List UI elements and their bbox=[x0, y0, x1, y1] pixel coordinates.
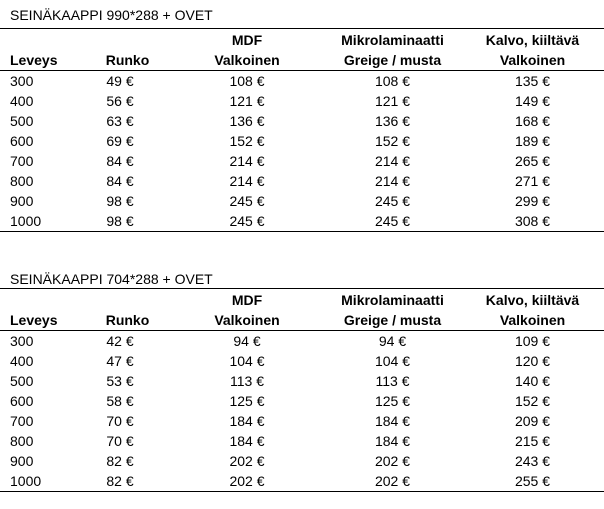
cell-mikrolaminaatti: 125 € bbox=[374, 393, 411, 409]
cell-leveys: 500 bbox=[10, 373, 34, 389]
table-row bbox=[0, 111, 604, 131]
table-row bbox=[0, 391, 604, 411]
cell-kalvo: 149 € bbox=[514, 93, 551, 109]
cell-mikrolaminaatti: 184 € bbox=[374, 413, 411, 429]
table-row bbox=[0, 351, 604, 371]
cell-mikrolaminaatti: 108 € bbox=[374, 73, 411, 89]
table-row bbox=[0, 191, 604, 211]
cell-runko: 84 € bbox=[106, 173, 134, 189]
cell-kalvo: 255 € bbox=[514, 473, 551, 489]
cell-leveys: 900 bbox=[10, 453, 34, 469]
cell-kalvo: 299 € bbox=[514, 193, 551, 209]
cell-leveys: 700 bbox=[10, 153, 34, 169]
cell-leveys: 700 bbox=[10, 413, 34, 429]
header-top-rule bbox=[0, 288, 604, 289]
cell-runko: 70 € bbox=[106, 413, 134, 429]
table-row bbox=[0, 331, 604, 351]
cell-mdf: 214 € bbox=[229, 153, 265, 169]
cell-leveys: 500 bbox=[10, 113, 34, 129]
cell-mdf: 94 € bbox=[233, 333, 261, 349]
header-runko: Runko bbox=[105, 312, 150, 328]
cell-mikrolaminaatti: 121 € bbox=[374, 93, 411, 109]
cell-mdf: 245 € bbox=[229, 213, 265, 229]
cell-leveys: 1000 bbox=[10, 213, 42, 229]
cell-kalvo: 152 € bbox=[514, 393, 551, 409]
cell-mdf: 125 € bbox=[229, 393, 265, 409]
table-row bbox=[0, 451, 604, 471]
cell-runko: 47 € bbox=[106, 353, 134, 369]
cell-mdf: 214 € bbox=[229, 173, 265, 189]
table-row bbox=[0, 171, 604, 191]
price-table-990 bbox=[0, 7, 604, 232]
cell-kalvo: 109 € bbox=[514, 333, 551, 349]
table-row bbox=[0, 431, 604, 451]
table-row bbox=[0, 411, 604, 431]
header-mikro-top: Mikrolaminaatti bbox=[341, 292, 444, 308]
table-row bbox=[0, 371, 604, 391]
table-bottom-rule bbox=[0, 231, 604, 232]
cell-kalvo: 120 € bbox=[514, 353, 551, 369]
cell-leveys: 600 bbox=[10, 133, 34, 149]
table-title: SEINÄKAAPPI 990*288 + OVET bbox=[10, 7, 213, 23]
cell-runko: 98 € bbox=[106, 193, 134, 209]
header-mdf-bottom: Valkoinen bbox=[214, 52, 280, 68]
header-mdf-bottom: Valkoinen bbox=[214, 312, 280, 328]
cell-mikrolaminaatti: 214 € bbox=[374, 153, 411, 169]
cell-leveys: 800 bbox=[10, 173, 34, 189]
cell-mdf: 121 € bbox=[229, 93, 265, 109]
cell-leveys: 600 bbox=[10, 393, 34, 409]
cell-runko: 98 € bbox=[106, 213, 134, 229]
table-bottom-rule bbox=[0, 491, 604, 492]
cell-kalvo: 135 € bbox=[514, 73, 551, 89]
cell-runko: 49 € bbox=[106, 73, 134, 89]
cell-runko: 69 € bbox=[106, 133, 134, 149]
table-body bbox=[0, 331, 604, 491]
cell-runko: 53 € bbox=[106, 373, 134, 389]
cell-kalvo: 209 € bbox=[514, 413, 551, 429]
header-mdf-top: MDF bbox=[231, 292, 263, 308]
cell-leveys: 900 bbox=[10, 193, 34, 209]
cell-mdf: 152 € bbox=[229, 133, 265, 149]
table-row bbox=[0, 71, 604, 91]
table-row bbox=[0, 471, 604, 491]
header-kalvo-top: Kalvo, kiiltävä bbox=[485, 292, 580, 308]
cell-runko: 58 € bbox=[106, 393, 134, 409]
cell-kalvo: 271 € bbox=[514, 173, 551, 189]
header-kalvo-bottom: Valkoinen bbox=[499, 52, 566, 68]
header-runko: Runko bbox=[105, 52, 150, 68]
cell-mdf: 104 € bbox=[229, 353, 265, 369]
cell-kalvo: 243 € bbox=[514, 453, 551, 469]
cell-mdf: 108 € bbox=[229, 73, 265, 89]
cell-kalvo: 189 € bbox=[514, 133, 551, 149]
cell-leveys: 1000 bbox=[10, 473, 42, 489]
header-mikro-bottom: Greige / musta bbox=[343, 312, 442, 328]
cell-mikrolaminaatti: 136 € bbox=[374, 113, 411, 129]
table-row bbox=[0, 211, 604, 231]
header-mdf-top: MDF bbox=[231, 32, 263, 48]
table-header bbox=[0, 30, 604, 70]
cell-runko: 84 € bbox=[106, 153, 134, 169]
cell-mdf: 184 € bbox=[229, 413, 265, 429]
cell-leveys: 400 bbox=[10, 353, 34, 369]
cell-mdf: 184 € bbox=[229, 433, 265, 449]
cell-mikrolaminaatti: 202 € bbox=[374, 473, 411, 489]
table-title: SEINÄKAAPPI 704*288 + OVET bbox=[10, 271, 213, 287]
cell-mikrolaminaatti: 104 € bbox=[374, 353, 411, 369]
cell-runko: 63 € bbox=[106, 113, 134, 129]
cell-leveys: 800 bbox=[10, 433, 34, 449]
cell-mikrolaminaatti: 245 € bbox=[374, 193, 411, 209]
cell-mikrolaminaatti: 94 € bbox=[378, 333, 407, 349]
header-leveys: Leveys bbox=[10, 312, 58, 328]
header-kalvo-bottom: Valkoinen bbox=[499, 312, 566, 328]
table-header bbox=[0, 290, 604, 330]
header-top-rule bbox=[0, 28, 604, 29]
header-leveys: Leveys bbox=[10, 52, 58, 68]
cell-mdf: 202 € bbox=[229, 453, 265, 469]
cell-leveys: 300 bbox=[10, 73, 34, 89]
cell-runko: 82 € bbox=[106, 453, 134, 469]
cell-mikrolaminaatti: 184 € bbox=[374, 433, 411, 449]
cell-mikrolaminaatti: 113 € bbox=[375, 373, 410, 389]
cell-runko: 82 € bbox=[106, 473, 134, 489]
cell-kalvo: 168 € bbox=[514, 113, 551, 129]
cell-mdf: 136 € bbox=[229, 113, 265, 129]
cell-leveys: 400 bbox=[10, 93, 34, 109]
table-row bbox=[0, 151, 604, 171]
cell-runko: 56 € bbox=[106, 93, 134, 109]
cell-runko: 70 € bbox=[106, 433, 134, 449]
header-mikro-bottom: Greige / musta bbox=[343, 52, 442, 68]
cell-mikrolaminaatti: 202 € bbox=[374, 453, 411, 469]
table-row bbox=[0, 131, 604, 151]
cell-kalvo: 265 € bbox=[514, 153, 551, 169]
cell-kalvo: 308 € bbox=[514, 213, 551, 229]
cell-mikrolaminaatti: 152 € bbox=[374, 133, 411, 149]
cell-mikrolaminaatti: 214 € bbox=[374, 173, 411, 189]
cell-mdf: 202 € bbox=[229, 473, 265, 489]
cell-runko: 42 € bbox=[106, 333, 134, 349]
header-mikro-top: Mikrolaminaatti bbox=[341, 32, 444, 48]
table-body bbox=[0, 71, 604, 231]
cell-kalvo: 140 € bbox=[514, 373, 551, 389]
cell-mikrolaminaatti: 245 € bbox=[374, 213, 411, 229]
price-table-704 bbox=[0, 271, 604, 496]
cell-leveys: 300 bbox=[10, 333, 34, 349]
table-row bbox=[0, 91, 604, 111]
cell-mdf: 113 € bbox=[230, 373, 264, 389]
cell-mdf: 245 € bbox=[229, 193, 265, 209]
cell-kalvo: 215 € bbox=[514, 433, 551, 449]
header-kalvo-top: Kalvo, kiiltävä bbox=[485, 32, 580, 48]
